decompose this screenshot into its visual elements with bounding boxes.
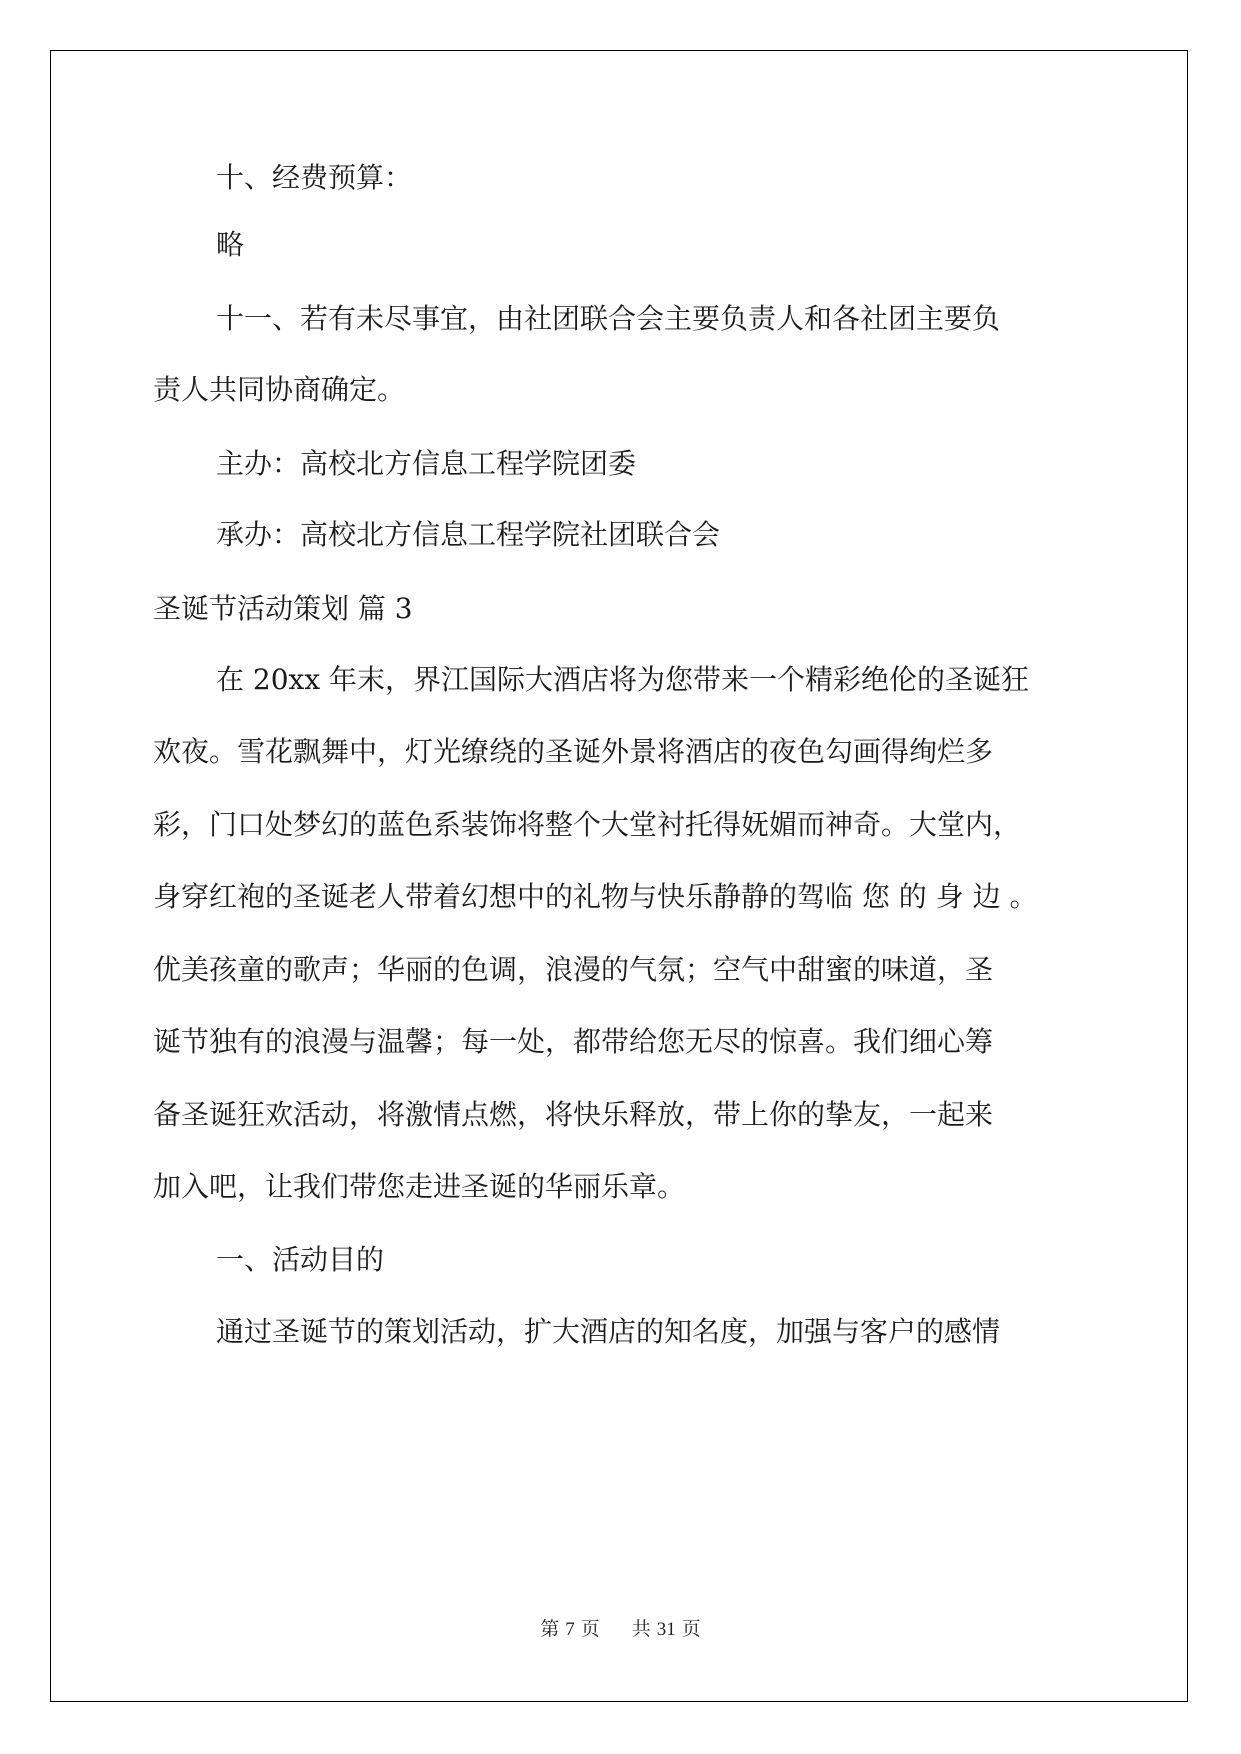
section-heading-budget: 十、经费预算： <box>216 161 413 194</box>
paragraph-line: 十一、若有未尽事宜，由社团联合会主要负责人和各社团主要负 <box>216 302 1001 335</box>
organizer-line: 主办：高校北方信息工程学院团委 <box>216 447 637 480</box>
paragraph-line: 优美孩童的歌声；华丽的色调，浪漫的气氛；空气中甜蜜的味道，圣 <box>153 953 994 986</box>
chapter-title: 圣诞节活动策划 篇 3 <box>153 592 413 625</box>
page-footer <box>0 1614 1241 1641</box>
paragraph-line: 欢夜。雪花飘舞中，灯光缭绕的圣诞外景将酒店的夜色勾画得绚烂多 <box>153 735 994 768</box>
paragraph-line: 责人共同协商确定。 <box>153 373 406 406</box>
paragraph-line: 备圣诞狂欢活动，将激情点燃，将快乐释放，带上你的挚友，一起来 <box>153 1098 994 1131</box>
total-pages-label: 共 31 页 <box>631 1619 701 1640</box>
paragraph-line: 通过圣诞节的策划活动，扩大酒店的知名度，加强与客户的感情 <box>216 1315 1001 1348</box>
paragraph-line: 略 <box>216 228 245 261</box>
co-organizer-line: 承办：高校北方信息工程学院社团联合会 <box>216 518 721 551</box>
paragraph-line: 诞节独有的浪漫与温馨；每一处，都带给您无尽的惊喜。我们细心筹 <box>153 1025 994 1058</box>
page-border <box>50 50 1188 1702</box>
paragraph-line: 身穿红袍的圣诞老人带着幻想中的礼物与快乐静静的驾临 您 的 身 边 。 <box>153 880 1038 913</box>
paragraph-line: 加入吧，让我们带您走进圣诞的华丽乐章。 <box>153 1170 686 1203</box>
paragraph-line: 在 20xx 年末，界江国际大酒店将为您带来一个精彩绝伦的圣诞狂 <box>216 663 1030 696</box>
paragraph-line: 彩，门口处梦幻的蓝色系装饰将整个大堂衬托得妩媚而神奇。大堂内， <box>153 808 1022 841</box>
section-heading-purpose: 一、活动目的 <box>216 1243 385 1276</box>
current-page-label: 第 7 页 <box>540 1619 600 1640</box>
